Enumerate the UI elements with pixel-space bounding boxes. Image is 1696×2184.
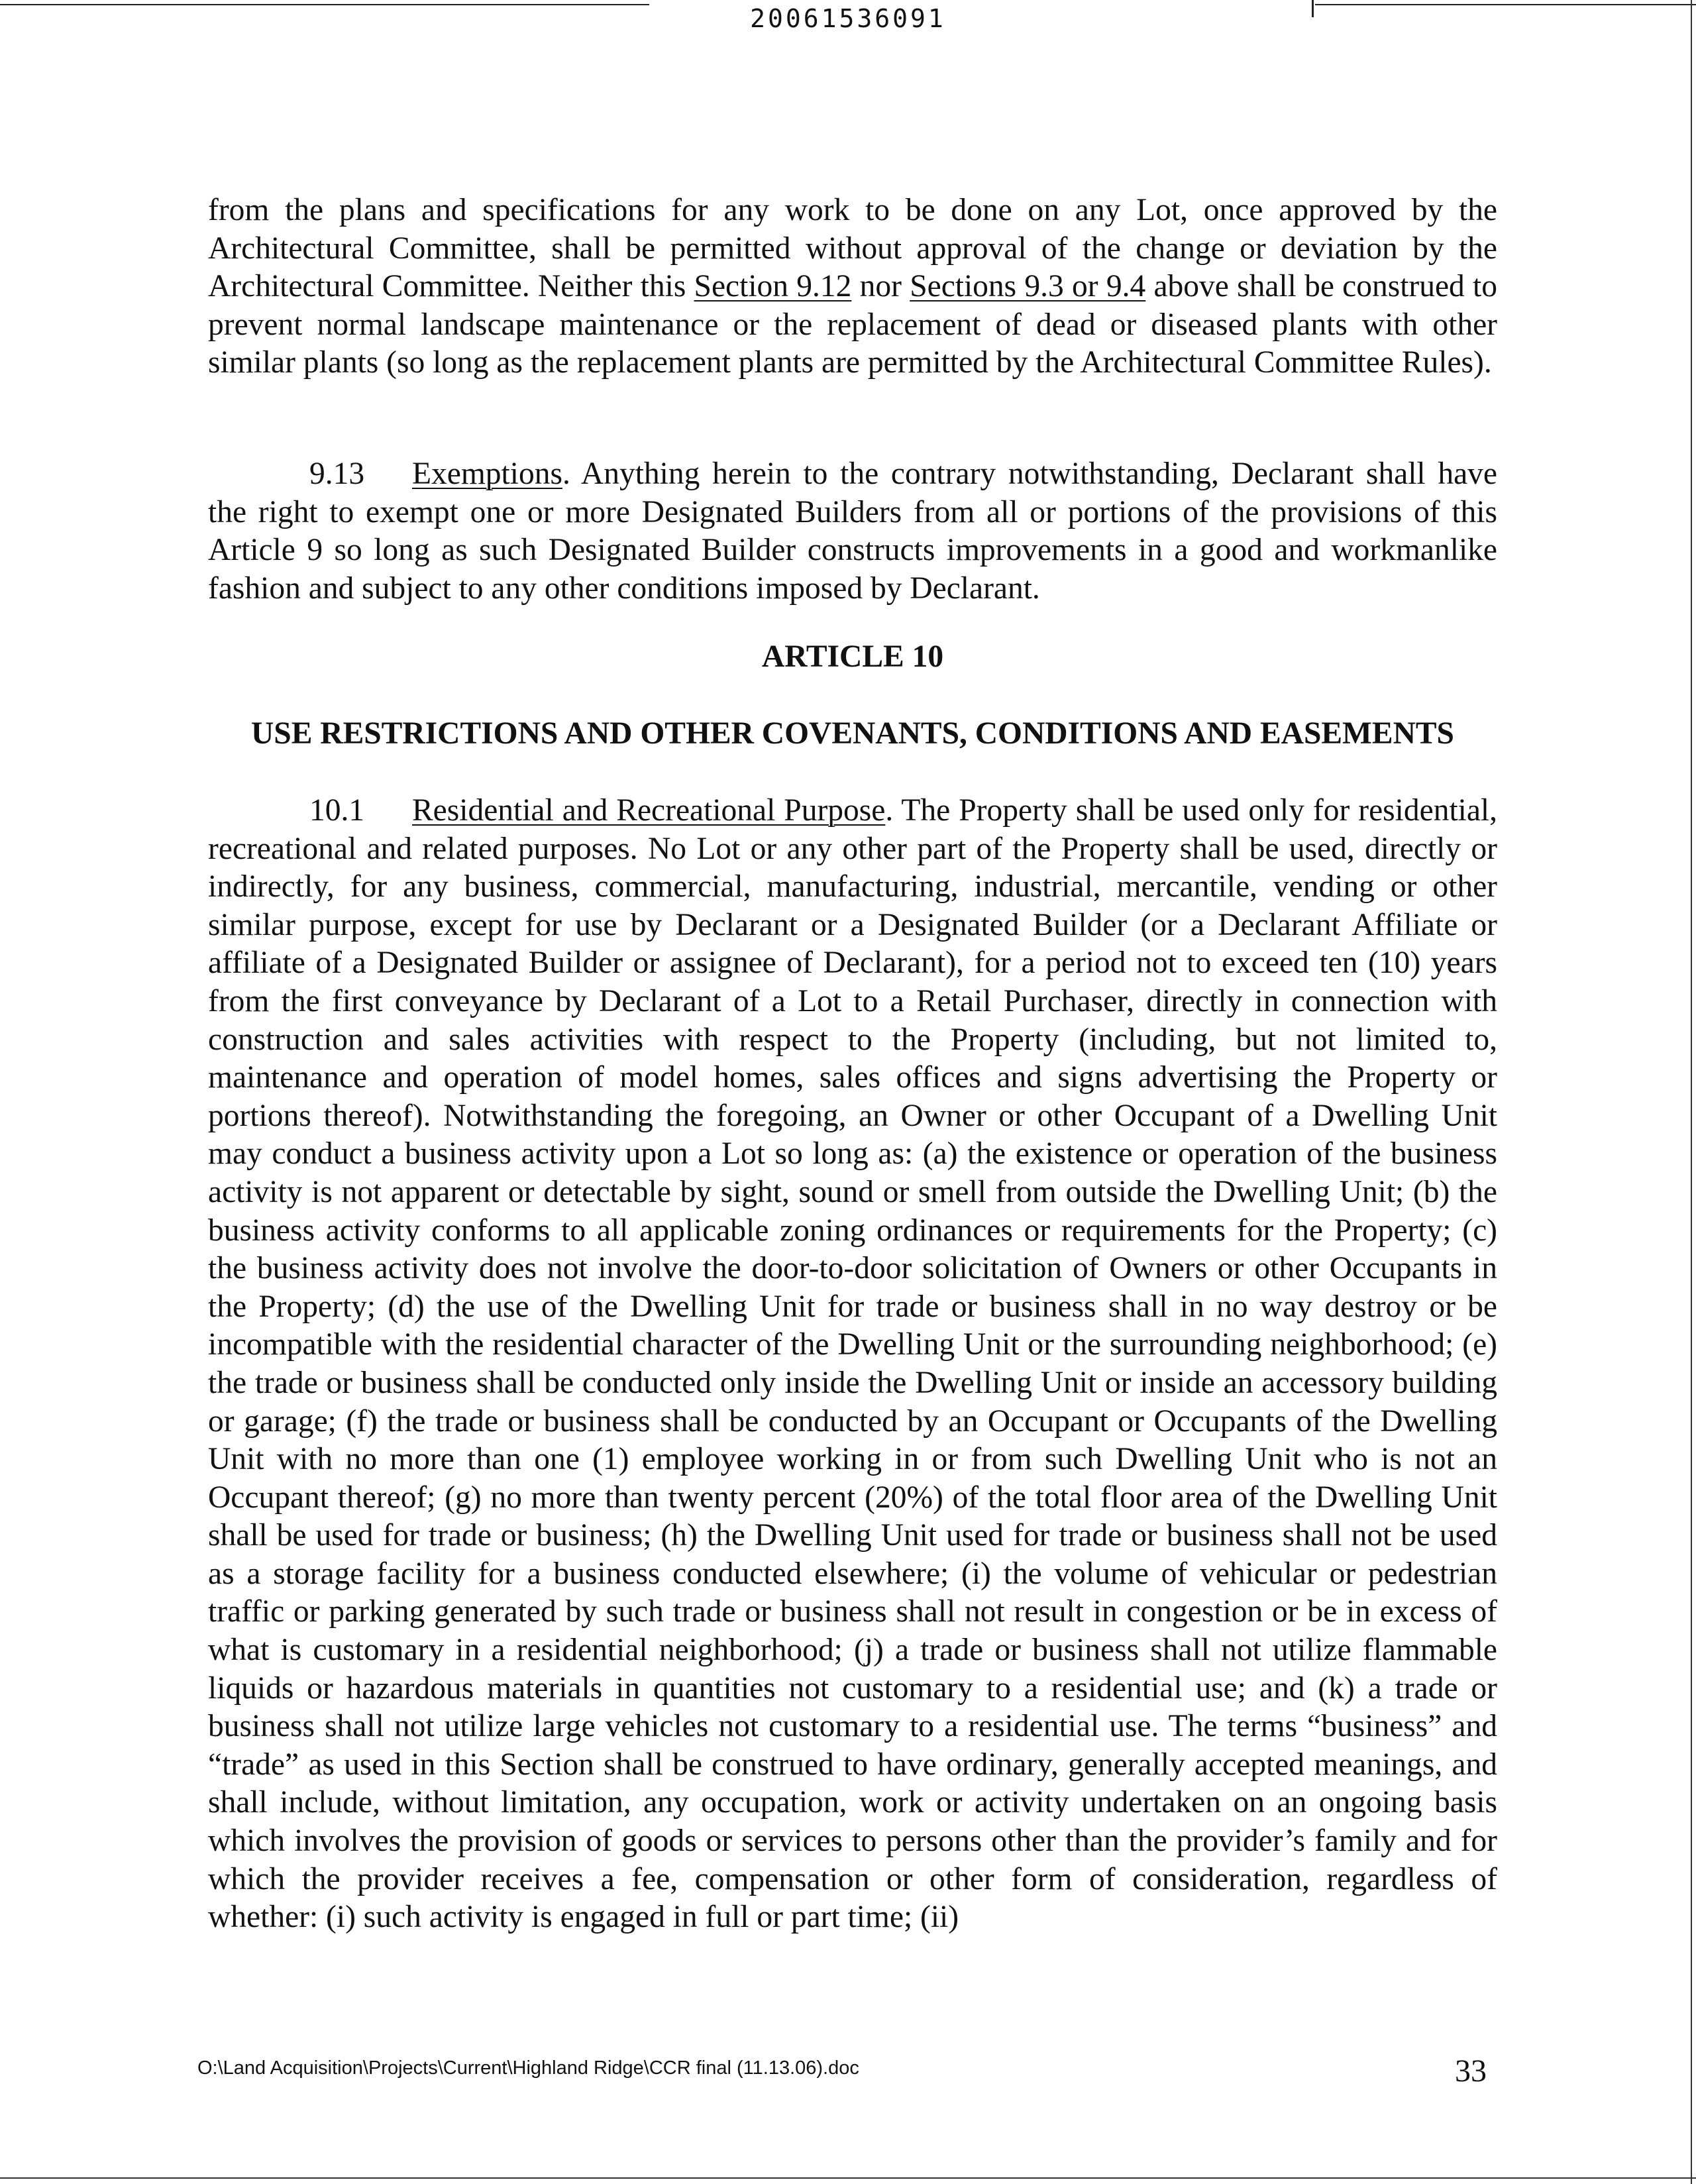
paragraph-continuation bbox=[208, 191, 1497, 382]
document-number: 20061536091 bbox=[750, 4, 946, 33]
bottom-border-line bbox=[0, 2177, 1696, 2179]
section-reference: Section 9.12 bbox=[694, 269, 852, 304]
paragraph-text: . The Property shall be used only for residential, recreational and related purposes. No Lot or any other part of the Property shall be used, directly or indirectly, for any business, commercial, manufacturing, industrial, mercantile, vending or other similar purpose, except for use by Declarant or a Designated Builder (or a Declarant Affiliate or affiliate of a Designated Builder or assignee of Declarant), for a period not to exceed ten (10) years from the first conveyance by Declarant of a Lot to a Retail Purchaser, directly in connection with construction and sales activities with respect to the Property (including, but not limited to, maintenance and operation of model homes, sales offices and signs advertising the Property or portions thereof). Notwithstanding the foregoing, an Owner or other Occupant of a Dwelling Unit may conduct a business activity upon a Lot so long as: (a) the existence or operation of the business activity is not apparent or detectable by sight, sound or smell from outside the Dwelling Unit; (b) the business activity conforms to all applicable zoning ordinances or requirements for the Property; (c) the business activity does not involve the door-to-door solicitation of Owners or other Occupants in the Property; (d) the use of the Dwelling Unit for trade or business shall in no way destroy or be incompatible with the residential character of the Dwelling Unit or the surrounding neighborhood; (e) the trade or business shall be conducted only inside the Dwelling Unit or inside an accessory building or garage; (f) the trade or business shall be conducted by an Occupant or Occupants of the Dwelling Unit with no more than one (1) employee working in or from such Dwelling Unit who is not an Occupant thereof; (g) no more than twenty percent (20%) of the total floor area of the Dwelling Unit shall be used for trade or business; (h) the Dwelling Unit used for trade or business shall not be used as a storage facility for a business conducted elsewhere; (i) the volume of vehicular or pedestrian traffic or parking generated by such trade or business shall not result in congestion or be in excess of what is customary in a residential neighborhood; (j) a trade or business shall not utilize flammable liquids or hazardous materials in quantities not customary to a residential use; and (k) a trade or business shall not utilize large vehicles not customary to a residential use. The terms “business” and “trade” as used in this Section shall be construed to have ordinary, generally accepted meanings, and shall include, without limitation, any occupation, work or activity undertaken on an ongoing basis which involves the provision of goods or services to persons other than the provider’s family and for which the provider receives a fee, compensation or other form of consideration, regardless of whether: (i) such activity is engaged in full or part time; (ii) bbox=[208, 793, 1497, 1935]
section-number: 9.13 bbox=[309, 457, 365, 491]
paragraph-text: nor bbox=[851, 269, 910, 304]
section-9-13-paragraph bbox=[208, 455, 1497, 608]
footer-file-path: O:\Land Acquisition\Projects\Current\Highland Ridge\CCR final (11.13.06).doc bbox=[197, 2057, 859, 2079]
paragraph-text: from the plans and specifications for any work to be done on any Lot, once approved by the Architectural Committee, shall be permitted without approval of the change or deviation by the Architectural Committee. Neither this bbox=[208, 193, 1497, 304]
paragraph-text: . Anything herein to the contrary notwithstanding, Declarant shall have the right to exempt one or more Designated Builders from all or portions of the provisions of this Article 9 so long as such Designated Builder constructs improvements in a good and workmanlike fashion and subject to any other conditions imposed by Declarant. bbox=[208, 457, 1497, 606]
article-title: USE RESTRICTIONS AND OTHER COVENANTS, CONDITIONS AND EASEMENTS bbox=[251, 716, 1454, 751]
section-number: 10.1 bbox=[309, 793, 365, 828]
section-10-1-paragraph bbox=[208, 792, 1497, 1937]
section-reference: Sections 9.3 or 9.4 bbox=[910, 269, 1146, 304]
right-border-line bbox=[1691, 0, 1692, 2184]
page-number: 33 bbox=[1455, 2053, 1487, 2089]
paragraph-text: above shall be construed to prevent normal landscape maintenance or the replacement of dead or diseased plants with other similar plants (so long as the replacement plants are permitted by the Architectural Committee Rules). bbox=[208, 269, 1497, 380]
section-title: Exemptions bbox=[412, 457, 562, 491]
section-title: Residential and Recreational Purpose bbox=[412, 793, 886, 828]
article-heading: ARTICLE 10 bbox=[761, 639, 944, 674]
